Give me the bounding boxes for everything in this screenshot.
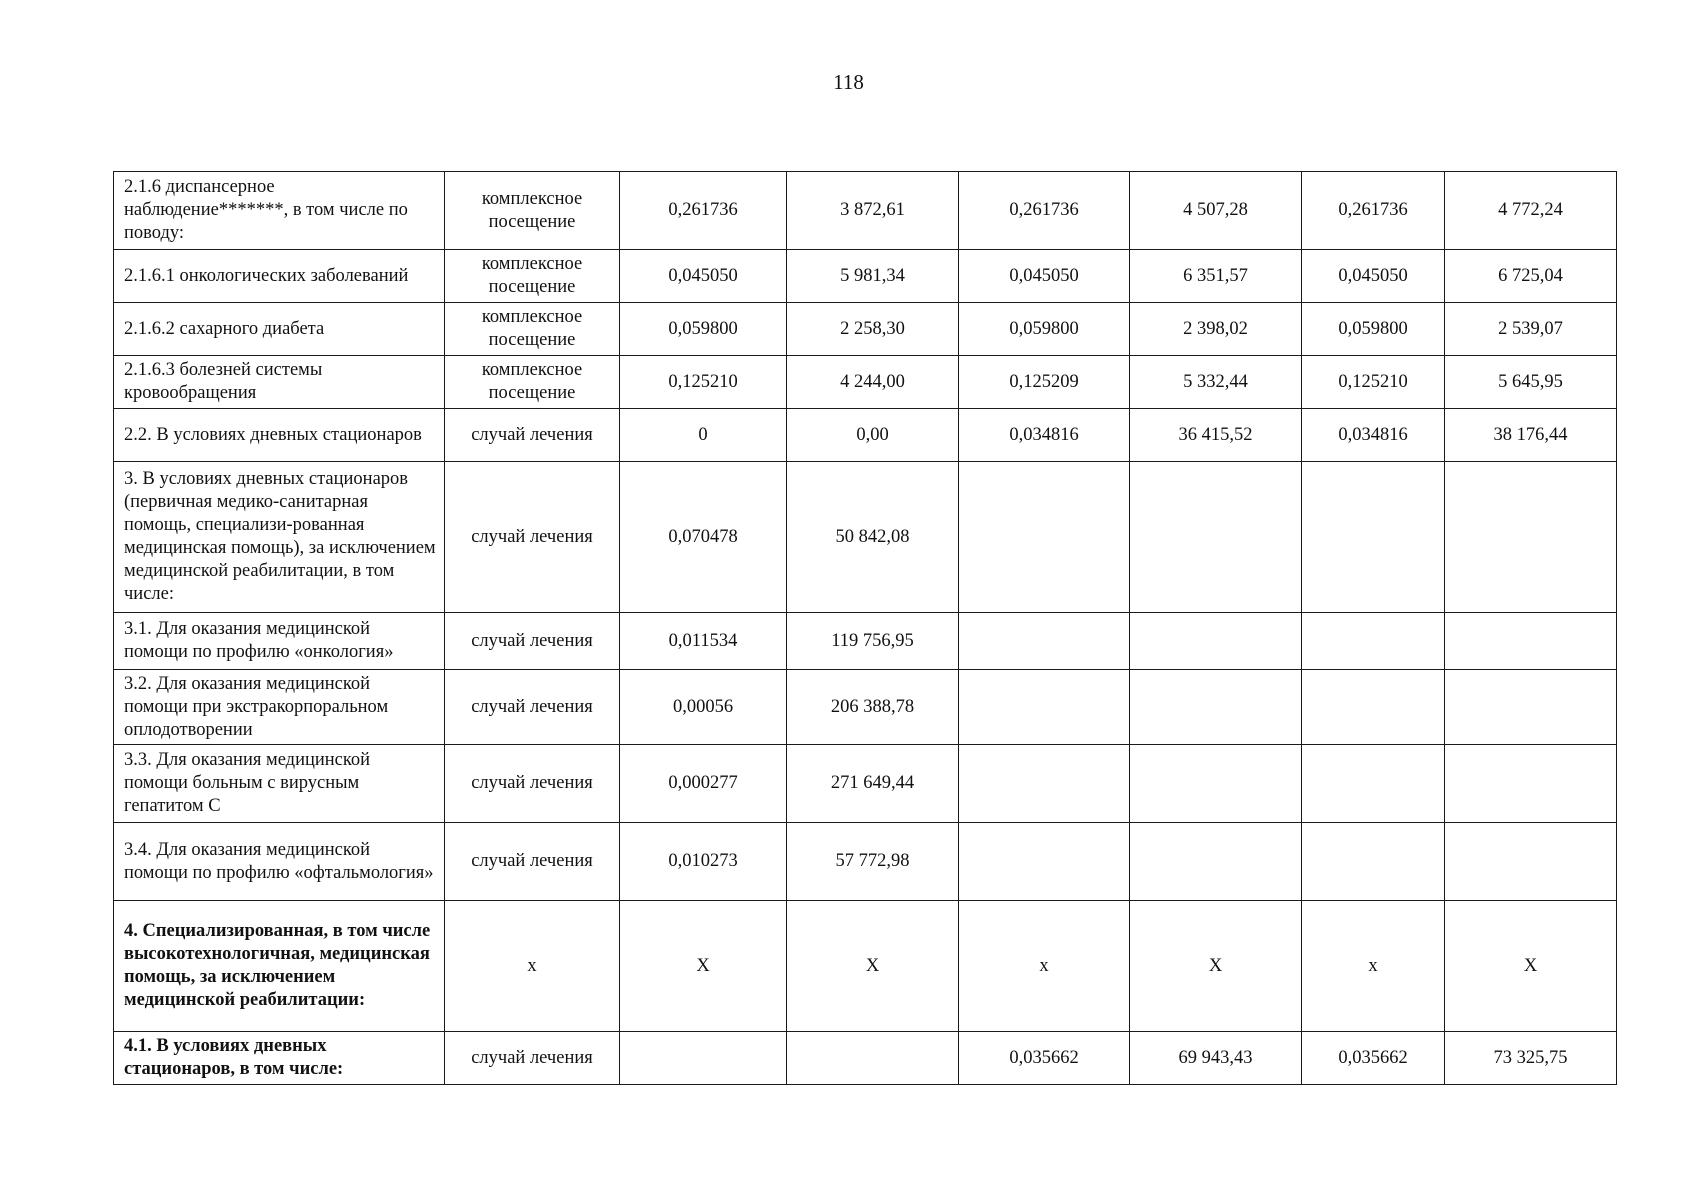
value-cell: 0,00056 [620, 670, 787, 745]
value-cell [1302, 613, 1445, 670]
value-cell: 36 415,52 [1130, 409, 1302, 462]
value-cell: х [959, 901, 1130, 1032]
value-cell: 5 981,34 [787, 250, 959, 303]
unit-cell: комплексное посещение [445, 303, 620, 356]
table-row [114, 823, 1617, 901]
value-cell: 0,059800 [1302, 303, 1445, 356]
value-cell: 0,034816 [1302, 409, 1445, 462]
value-cell: 119 756,95 [787, 613, 959, 670]
value-cell [1302, 670, 1445, 745]
value-cell: 271 649,44 [787, 745, 959, 823]
value-cell [959, 462, 1130, 613]
row-name-cell: 2.2. В условиях дневных стационаров [114, 409, 445, 462]
value-cell [959, 670, 1130, 745]
value-cell: 0,125209 [959, 356, 1130, 409]
unit-cell: комплексное посещение [445, 172, 620, 250]
unit-cell: случай лечения [445, 613, 620, 670]
value-cell: 0,125210 [1302, 356, 1445, 409]
value-cell: 0,261736 [959, 172, 1130, 250]
table-row [114, 1032, 1617, 1085]
value-cell: 6 351,57 [1130, 250, 1302, 303]
value-cell [1445, 613, 1617, 670]
value-cell [1130, 613, 1302, 670]
value-cell [959, 745, 1130, 823]
row-name-cell: 2.1.6 диспансерное наблюдение*******, в том числе по поводу: [114, 172, 445, 250]
value-cell: 5 332,44 [1130, 356, 1302, 409]
table-body [114, 172, 1617, 1085]
value-cell [1130, 462, 1302, 613]
unit-cell: случай лечения [445, 462, 620, 613]
value-cell: 4 507,28 [1130, 172, 1302, 250]
value-cell: 0,125210 [620, 356, 787, 409]
unit-cell: случай лечения [445, 1032, 620, 1085]
table-row [114, 613, 1617, 670]
page-number: 118 [833, 70, 864, 94]
value-cell: 0,00 [787, 409, 959, 462]
data-table [113, 171, 1617, 1085]
row-name-cell: 3.4. Для оказания медицинской помощи по профилю «офтальмология» [114, 823, 445, 901]
table-row [114, 901, 1617, 1032]
table-row [114, 250, 1617, 303]
row-name-cell: 3.2. Для оказания медицинской помощи при экстракорпоральном оплодотворении [114, 670, 445, 745]
value-cell: 0,034816 [959, 409, 1130, 462]
value-cell [1445, 462, 1617, 613]
unit-cell: случай лечения [445, 409, 620, 462]
value-cell: 73 325,75 [1445, 1032, 1617, 1085]
value-cell [1130, 745, 1302, 823]
value-cell: 0,011534 [620, 613, 787, 670]
value-cell: 0,045050 [620, 250, 787, 303]
value-cell: 0 [620, 409, 787, 462]
value-cell [1130, 670, 1302, 745]
value-cell: 0,261736 [1302, 172, 1445, 250]
value-cell [1302, 823, 1445, 901]
unit-cell: случай лечения [445, 745, 620, 823]
table-row [114, 745, 1617, 823]
row-name-cell: 2.1.6.1 онкологических заболеваний [114, 250, 445, 303]
row-name-cell: 2.1.6.2 сахарного диабета [114, 303, 445, 356]
value-cell [787, 1032, 959, 1085]
value-cell: Х [787, 901, 959, 1032]
value-cell: 0,010273 [620, 823, 787, 901]
value-cell [959, 823, 1130, 901]
table-row [114, 356, 1617, 409]
row-name-cell: 2.1.6.3 болезней системы кровообращения [114, 356, 445, 409]
unit-cell: комплексное посещение [445, 356, 620, 409]
value-cell: 0,045050 [959, 250, 1130, 303]
value-cell: 57 772,98 [787, 823, 959, 901]
value-cell: Х [620, 901, 787, 1032]
value-cell [1445, 745, 1617, 823]
row-name-cell: 3. В условиях дневных стационаров (первичная медико-санитарная помощь, специализи-рованная медицинская помощь), за исключением медицинской реабилитации, в том числе: [114, 462, 445, 613]
value-cell: Х [1130, 901, 1302, 1032]
value-cell: 0,000277 [620, 745, 787, 823]
value-cell: 0,045050 [1302, 250, 1445, 303]
row-name-cell: 4. Специализированная, в том числе высокотехнологичная, медицинская помощь, за исключением медицинской реабилитации: [114, 901, 445, 1032]
unit-cell: комплексное посещение [445, 250, 620, 303]
value-cell: 0,059800 [620, 303, 787, 356]
value-cell: 69 943,43 [1130, 1032, 1302, 1085]
value-cell: 0,070478 [620, 462, 787, 613]
row-name-cell: 4.1. В условиях дневных стационаров, в том числе: [114, 1032, 445, 1085]
value-cell: 4 772,24 [1445, 172, 1617, 250]
unit-cell: х [445, 901, 620, 1032]
value-cell: 38 176,44 [1445, 409, 1617, 462]
value-cell [1302, 462, 1445, 613]
value-cell: 2 258,30 [787, 303, 959, 356]
value-cell [959, 613, 1130, 670]
unit-cell: случай лечения [445, 670, 620, 745]
value-cell: 206 388,78 [787, 670, 959, 745]
value-cell: 4 244,00 [787, 356, 959, 409]
value-cell: 6 725,04 [1445, 250, 1617, 303]
value-cell [1445, 670, 1617, 745]
table-row [114, 462, 1617, 613]
value-cell: 50 842,08 [787, 462, 959, 613]
value-cell: 0,035662 [959, 1032, 1130, 1085]
value-cell [1302, 745, 1445, 823]
row-name-cell: 3.3. Для оказания медицинской помощи больным с вирусным гепатитом С [114, 745, 445, 823]
value-cell [1130, 823, 1302, 901]
value-cell: Х [1445, 901, 1617, 1032]
table-row [114, 670, 1617, 745]
value-cell [1445, 823, 1617, 901]
value-cell: 0,059800 [959, 303, 1130, 356]
row-name-cell: 3.1. Для оказания медицинской помощи по профилю «онкология» [114, 613, 445, 670]
value-cell: 0,261736 [620, 172, 787, 250]
value-cell: х [1302, 901, 1445, 1032]
unit-cell: случай лечения [445, 823, 620, 901]
value-cell: 3 872,61 [787, 172, 959, 250]
table-row [114, 409, 1617, 462]
value-cell: 5 645,95 [1445, 356, 1617, 409]
table-row [114, 303, 1617, 356]
value-cell [620, 1032, 787, 1085]
value-cell: 2 539,07 [1445, 303, 1617, 356]
value-cell: 2 398,02 [1130, 303, 1302, 356]
value-cell: 0,035662 [1302, 1032, 1445, 1085]
table-row [114, 172, 1617, 250]
